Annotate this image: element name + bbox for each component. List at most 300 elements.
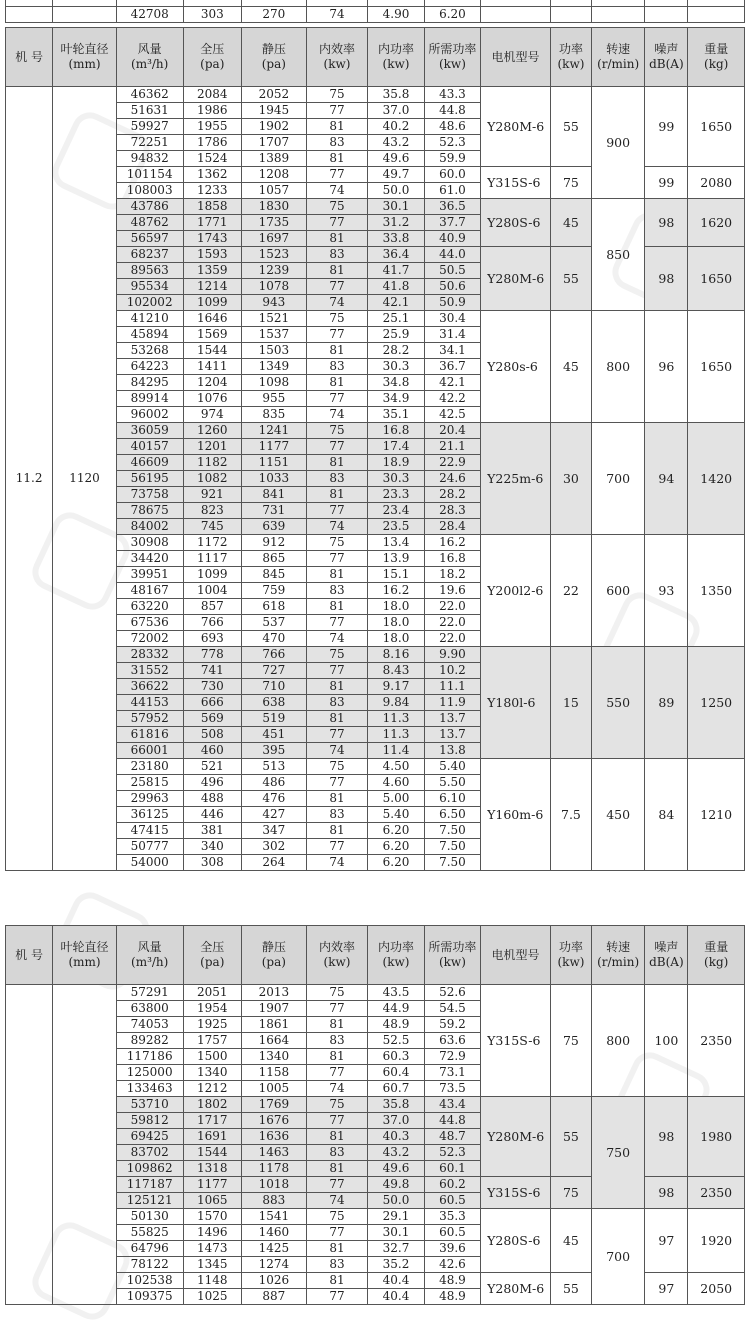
col-machine-no: 机 号 [6, 926, 53, 985]
data-cell: 340 [183, 839, 242, 855]
col-required-power: 所需功率 (kw) [424, 926, 480, 985]
data-cell: 44.8 [424, 1113, 480, 1129]
motor-motor-cell: Y280M-6 [481, 87, 551, 167]
data-cell: 2084 [183, 87, 242, 103]
data-cell: 77 [306, 1225, 368, 1241]
data-cell: 41.8 [368, 279, 424, 295]
data-cell: 74 [306, 1081, 368, 1097]
motor-weight-cell: 1650 [688, 247, 745, 311]
data-cell: 28.2 [424, 487, 480, 503]
data-cell: 48.6 [424, 119, 480, 135]
data-cell: 81 [306, 679, 368, 695]
data-cell: 77 [306, 279, 368, 295]
data-cell: 18.0 [368, 631, 424, 647]
data-cell: 52.3 [424, 1145, 480, 1161]
data-cell: 74 [306, 631, 368, 647]
data-cell: 77 [306, 167, 368, 183]
data-cell: 48762 [116, 215, 183, 231]
data-cell: 77 [306, 391, 368, 407]
data-cell: 1524 [183, 151, 242, 167]
data-cell: 34.9 [368, 391, 424, 407]
data-cell: 835 [242, 407, 307, 423]
data-cell: 1025 [183, 1289, 242, 1305]
data-cell: 133463 [116, 1081, 183, 1097]
motor-weight-cell: 2350 [688, 1177, 745, 1209]
data-cell: 75 [306, 985, 368, 1001]
data-cell: 823 [183, 503, 242, 519]
data-cell: 74 [306, 855, 368, 871]
data-cell: 745 [183, 519, 242, 535]
motor-motor-cell: Y315S-6 [481, 1177, 551, 1209]
col-power: 功率 (kw) [550, 926, 591, 985]
data-cell: 51631 [116, 103, 183, 119]
data-cell: 23.5 [368, 519, 424, 535]
data-cell: 1717 [183, 1113, 242, 1129]
data-cell: 42.1 [424, 375, 480, 391]
data-cell: 1707 [242, 135, 307, 151]
col-internal-power: 内功率 (kw) [368, 28, 424, 87]
data-cell: 1697 [242, 231, 307, 247]
data-cell: 741 [183, 663, 242, 679]
data-cell: 943 [242, 295, 307, 311]
data-cell: 75 [306, 535, 368, 551]
data-cell: 50.9 [424, 295, 480, 311]
motor-motor-cell: Y280M-6 [481, 1273, 551, 1305]
data-cell: 40.4 [368, 1273, 424, 1289]
data-cell: 29.1 [368, 1209, 424, 1225]
data-cell: 44.0 [424, 247, 480, 263]
data-cell: 61.0 [424, 183, 480, 199]
table-row [6, 647, 745, 663]
data-cell: 81 [306, 151, 368, 167]
table-row [6, 535, 745, 551]
data-cell: 44153 [116, 695, 183, 711]
data-cell: 1902 [242, 119, 307, 135]
data-cell: 451 [242, 727, 307, 743]
data-cell: 52.6 [424, 985, 480, 1001]
data-cell: 1178 [242, 1161, 307, 1177]
data-cell: 59927 [116, 119, 183, 135]
col-airflow: 风量 (m³/h) [116, 28, 183, 87]
data-cell: 21.1 [424, 439, 480, 455]
data-cell: 84002 [116, 519, 183, 535]
data-cell: 6.20 [368, 855, 424, 871]
data-cell: 63.6 [424, 1033, 480, 1049]
data-cell: 77 [306, 1289, 368, 1305]
table-row [6, 985, 745, 1001]
data-cell: 63800 [116, 1001, 183, 1017]
data-cell: 9.17 [368, 679, 424, 695]
data-cell: 730 [183, 679, 242, 695]
data-cell: 759 [242, 583, 307, 599]
data-cell: 40.2 [368, 119, 424, 135]
data-cell: 53268 [116, 343, 183, 359]
data-cell: 36.4 [368, 247, 424, 263]
data-cell: 1117 [183, 551, 242, 567]
data-cell: 89914 [116, 391, 183, 407]
data-cell: 1076 [183, 391, 242, 407]
table-header [6, 926, 745, 985]
data-cell: 1636 [242, 1129, 307, 1145]
data-cell: 28.2 [368, 343, 424, 359]
spec-table-11-2 [5, 27, 745, 871]
motor-noise-cell: 89 [645, 647, 688, 759]
data-cell: 60.1 [424, 1161, 480, 1177]
data-cell: 1503 [242, 343, 307, 359]
data-cell: 23.3 [368, 487, 424, 503]
data-cell: 1496 [183, 1225, 242, 1241]
motor-noise-cell: 97 [645, 1209, 688, 1273]
data-cell: 16.2 [424, 535, 480, 551]
data-cell: 1177 [242, 439, 307, 455]
data-cell: 48.9 [368, 1017, 424, 1033]
data-cell: 72251 [116, 135, 183, 151]
motor-weight-cell: 2350 [688, 985, 745, 1097]
data-cell: 81 [306, 1273, 368, 1289]
data-cell: 427 [242, 807, 307, 823]
data-cell: 81 [306, 375, 368, 391]
data-cell: 16.8 [424, 551, 480, 567]
data-cell: 75 [306, 311, 368, 327]
motor-power-cell: 45 [550, 1209, 591, 1273]
data-cell: 1182 [183, 455, 242, 471]
col-internal-power: 内功率 (kw) [368, 926, 424, 985]
data-cell: 638 [242, 695, 307, 711]
data-cell: 496 [183, 775, 242, 791]
data-cell: 1771 [183, 215, 242, 231]
data-cell: 75 [306, 199, 368, 215]
motor-power-cell: 75 [550, 1177, 591, 1209]
data-cell: 381 [183, 823, 242, 839]
motor-motor-cell: Y315S-6 [481, 167, 551, 199]
data-cell: 43786 [116, 199, 183, 215]
data-cell: 69425 [116, 1129, 183, 1145]
table-row [6, 87, 745, 103]
data-cell: 73.1 [424, 1065, 480, 1081]
motor-noise-cell: 98 [645, 1177, 688, 1209]
data-cell: 1349 [242, 359, 307, 375]
impeller-cell: 1120 [53, 87, 117, 871]
motor-weight-cell: 2080 [688, 167, 745, 199]
data-cell: 60.5 [424, 1193, 480, 1209]
data-cell: 1389 [242, 151, 307, 167]
data-cell: 18.0 [368, 615, 424, 631]
data-cell: 20.4 [424, 423, 480, 439]
data-cell: 1201 [183, 439, 242, 455]
data-cell: 18.0 [368, 599, 424, 615]
motor-motor-cell: Y180l-6 [481, 647, 551, 759]
data-cell: 77 [306, 839, 368, 855]
data-cell: 48.9 [424, 1273, 480, 1289]
data-cell: 37.0 [368, 103, 424, 119]
data-cell: 49.7 [368, 167, 424, 183]
col-weight: 重量 (kg) [688, 28, 745, 87]
data-cell: 1082 [183, 471, 242, 487]
col-weight: 重量 (kg) [688, 926, 745, 985]
data-cell: 63220 [116, 599, 183, 615]
data-cell: 35.1 [368, 407, 424, 423]
data-cell: 42.6 [424, 1257, 480, 1273]
data-cell: 30.3 [368, 471, 424, 487]
data-cell: 30908 [116, 535, 183, 551]
data-cell: 43.2 [368, 135, 424, 151]
data-cell: 1208 [242, 167, 307, 183]
data-cell: 955 [242, 391, 307, 407]
table-row: 42708 303 270 74 4.90 6.20 [6, 7, 745, 23]
motor-speed-cell: 600 [591, 535, 644, 647]
data-cell: 25.1 [368, 311, 424, 327]
data-cell: 59.9 [424, 151, 480, 167]
data-cell: 1769 [242, 1097, 307, 1113]
data-cell: 2052 [242, 87, 307, 103]
data-cell: 73.5 [424, 1081, 480, 1097]
motor-power-cell: 55 [550, 247, 591, 311]
data-cell: 83 [306, 1145, 368, 1161]
data-cell: 1340 [183, 1065, 242, 1081]
data-cell: 40.3 [368, 1129, 424, 1145]
data-cell: 8.16 [368, 647, 424, 663]
data-cell: 1743 [183, 231, 242, 247]
motor-power-cell: 75 [550, 985, 591, 1097]
data-cell: 74053 [116, 1017, 183, 1033]
data-cell: 508 [183, 727, 242, 743]
data-cell: 731 [242, 503, 307, 519]
data-cell: 1078 [242, 279, 307, 295]
data-cell: 23.4 [368, 503, 424, 519]
data-cell: 89282 [116, 1033, 183, 1049]
data-cell: 46362 [116, 87, 183, 103]
data-cell: 84295 [116, 375, 183, 391]
data-cell: 81 [306, 343, 368, 359]
data-cell: 766 [183, 615, 242, 631]
data-cell: 1460 [242, 1225, 307, 1241]
data-cell: 6.10 [424, 791, 480, 807]
data-cell: 1065 [183, 1193, 242, 1209]
data-cell: 108003 [116, 183, 183, 199]
data-cell: 519 [242, 711, 307, 727]
data-cell: 75 [306, 1209, 368, 1225]
data-cell: 41.7 [368, 263, 424, 279]
motor-motor-cell: Y280M-6 [481, 247, 551, 311]
data-cell: 74 [306, 519, 368, 535]
data-cell: 72002 [116, 631, 183, 647]
data-cell: 101154 [116, 167, 183, 183]
data-cell: 81 [306, 567, 368, 583]
motor-weight-cell: 1650 [688, 311, 745, 423]
data-cell: 73758 [116, 487, 183, 503]
data-cell: 50.6 [424, 279, 480, 295]
data-cell: 35.8 [368, 87, 424, 103]
table-row [6, 1209, 745, 1225]
data-cell: 81 [306, 1241, 368, 1257]
data-cell: 11.3 [368, 727, 424, 743]
data-cell: 1735 [242, 215, 307, 231]
data-cell: 81 [306, 823, 368, 839]
data-cell: 54000 [116, 855, 183, 871]
data-cell: 521 [183, 759, 242, 775]
data-cell: 34.1 [424, 343, 480, 359]
col-impeller: 叶轮直径 (mm) [53, 28, 117, 87]
data-cell: 83 [306, 695, 368, 711]
data-cell: 13.7 [424, 727, 480, 743]
data-cell: 1955 [183, 119, 242, 135]
data-cell: 883 [242, 1193, 307, 1209]
data-cell: 1945 [242, 103, 307, 119]
data-cell: 74 [306, 183, 368, 199]
data-cell: 59.2 [424, 1017, 480, 1033]
motor-noise-cell: 98 [645, 1097, 688, 1177]
data-cell: 865 [242, 551, 307, 567]
motor-weight-cell: 1350 [688, 535, 745, 647]
data-cell: 60.4 [368, 1065, 424, 1081]
data-cell: 117187 [116, 1177, 183, 1193]
data-cell: 666 [183, 695, 242, 711]
data-cell: 77 [306, 439, 368, 455]
motor-power-cell: 45 [550, 199, 591, 247]
data-cell: 83 [306, 247, 368, 263]
data-cell: 56195 [116, 471, 183, 487]
data-cell: 1411 [183, 359, 242, 375]
motor-power-cell: 7.5 [550, 759, 591, 871]
data-cell: 1425 [242, 1241, 307, 1257]
data-cell: 46609 [116, 455, 183, 471]
data-cell: 74 [306, 743, 368, 759]
data-cell: 6.20 [368, 823, 424, 839]
data-cell: 43.2 [368, 1145, 424, 1161]
data-cell: 22.9 [424, 455, 480, 471]
data-cell: 1544 [183, 1145, 242, 1161]
data-cell: 6.50 [424, 807, 480, 823]
data-cell: 1148 [183, 1273, 242, 1289]
data-cell: 639 [242, 519, 307, 535]
data-cell: 1537 [242, 327, 307, 343]
data-cell: 117186 [116, 1049, 183, 1065]
motor-speed-cell: 850 [591, 199, 644, 311]
data-cell: 81 [306, 1049, 368, 1065]
data-cell: 264 [242, 855, 307, 871]
table-row [6, 759, 745, 775]
data-cell: 77 [306, 1065, 368, 1081]
data-cell: 60.3 [368, 1049, 424, 1065]
motor-noise-cell: 99 [645, 167, 688, 199]
data-cell: 81 [306, 487, 368, 503]
col-total-pressure: 全压 (pa) [183, 926, 242, 985]
data-cell: 102538 [116, 1273, 183, 1289]
data-cell: 1757 [183, 1033, 242, 1049]
data-cell: 53710 [116, 1097, 183, 1113]
data-cell: 30.1 [368, 199, 424, 215]
data-cell: 30.1 [368, 1225, 424, 1241]
data-cell: 1099 [183, 567, 242, 583]
data-cell: 81 [306, 1161, 368, 1177]
data-cell: 1664 [242, 1033, 307, 1049]
data-cell: 50.5 [424, 263, 480, 279]
data-cell: 1151 [242, 455, 307, 471]
data-cell: 77 [306, 503, 368, 519]
data-cell: 1158 [242, 1065, 307, 1081]
data-cell: 48167 [116, 583, 183, 599]
data-cell: 64223 [116, 359, 183, 375]
data-cell: 8.43 [368, 663, 424, 679]
prev-table-tail [5, 0, 745, 23]
data-cell: 5.40 [368, 807, 424, 823]
motor-weight-cell: 1620 [688, 199, 745, 247]
data-cell: 10.2 [424, 663, 480, 679]
data-cell: 347 [242, 823, 307, 839]
data-cell: 395 [242, 743, 307, 759]
col-static-pressure: 静压 (pa) [242, 926, 307, 985]
data-cell: 75 [306, 1097, 368, 1113]
motor-weight-cell: 1980 [688, 1097, 745, 1177]
data-cell: 75 [306, 423, 368, 439]
data-cell: 18.9 [368, 455, 424, 471]
data-cell: 1177 [183, 1177, 242, 1193]
data-cell: 11.3 [368, 711, 424, 727]
col-impeller: 叶轮直径 (mm) [53, 926, 117, 985]
data-cell: 537 [242, 615, 307, 631]
data-cell: 74 [306, 1193, 368, 1209]
data-cell: 39951 [116, 567, 183, 583]
data-cell: 1318 [183, 1161, 242, 1177]
motor-noise-cell: 98 [645, 247, 688, 311]
motor-noise-cell: 96 [645, 311, 688, 423]
data-cell: 75 [306, 647, 368, 663]
data-cell: 1500 [183, 1049, 242, 1065]
data-cell: 23180 [116, 759, 183, 775]
cell-airflow: 42708 [116, 7, 183, 23]
data-cell: 36622 [116, 679, 183, 695]
data-cell: 476 [242, 791, 307, 807]
data-cell: 16.8 [368, 423, 424, 439]
data-cell: 16.2 [368, 583, 424, 599]
data-cell: 5.00 [368, 791, 424, 807]
data-cell: 974 [183, 407, 242, 423]
data-cell: 81 [306, 1017, 368, 1033]
data-cell: 49.8 [368, 1177, 424, 1193]
motor-noise-cell: 93 [645, 535, 688, 647]
data-cell: 77 [306, 1001, 368, 1017]
motor-speed-cell: 550 [591, 647, 644, 759]
data-cell: 81 [306, 455, 368, 471]
data-cell: 36059 [116, 423, 183, 439]
data-cell: 25.9 [368, 327, 424, 343]
data-cell: 1570 [183, 1209, 242, 1225]
data-cell: 43.5 [368, 985, 424, 1001]
data-cell: 1241 [242, 423, 307, 439]
data-cell: 28332 [116, 647, 183, 663]
data-cell: 1172 [183, 535, 242, 551]
data-cell: 95534 [116, 279, 183, 295]
data-cell: 887 [242, 1289, 307, 1305]
data-cell: 470 [242, 631, 307, 647]
table-row [6, 311, 745, 327]
data-cell: 40.9 [424, 231, 480, 247]
table-row [6, 199, 745, 215]
data-cell: 4.60 [368, 775, 424, 791]
motor-speed-cell: 800 [591, 985, 644, 1097]
col-noise: 噪声 dB(A) [645, 28, 688, 87]
data-cell: 28.4 [424, 519, 480, 535]
motor-noise-cell: 98 [645, 199, 688, 247]
data-cell: 44.8 [424, 103, 480, 119]
data-cell: 77 [306, 327, 368, 343]
data-cell: 31.4 [424, 327, 480, 343]
data-cell: 81 [306, 711, 368, 727]
data-cell: 52.5 [368, 1033, 424, 1049]
data-cell: 1004 [183, 583, 242, 599]
data-cell: 125000 [116, 1065, 183, 1081]
data-cell: 5.50 [424, 775, 480, 791]
